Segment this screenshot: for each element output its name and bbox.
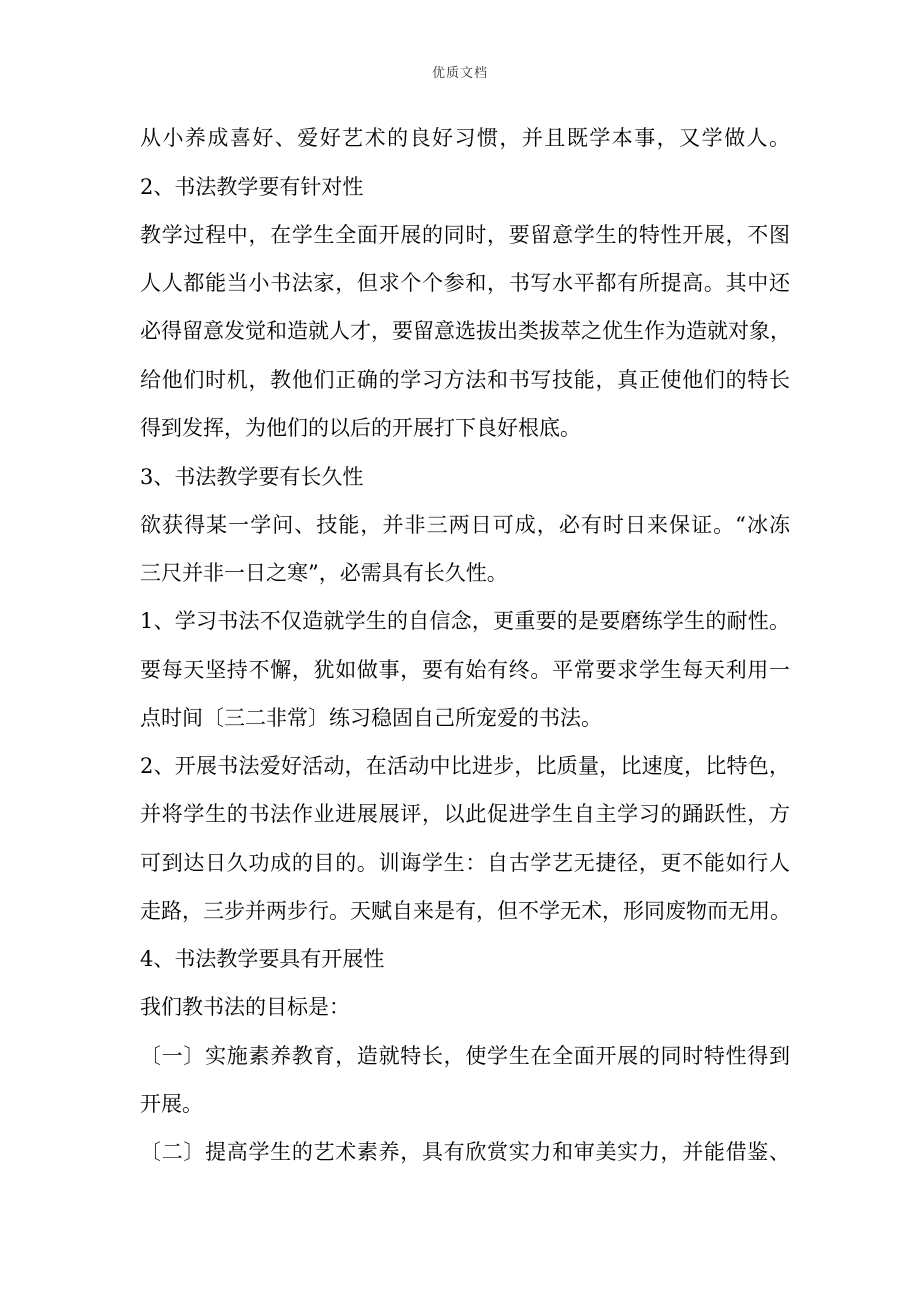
section-heading: 4、书法教学要具有开展性 <box>140 947 385 971</box>
section-heading: 2、书法教学要有针对性 <box>140 175 364 199</box>
paragraph-line: 三尺并非一日之寒”，必需具有长久性。 <box>140 561 508 585</box>
paragraph-line: 开展。 <box>140 1092 203 1116</box>
paragraph-line: 〔一〕实施素养教育，造就特长，使学生在全面开展的同时特性得到 <box>140 1044 790 1068</box>
paragraph-line: 2、开展书法爱好活动，在活动中比进步，比质量，比速度，比特色， <box>140 754 790 778</box>
paragraph-line: 必得留意发觉和造就人才，要留意选拔出类拔萃之优生作为造就对象， <box>140 319 791 343</box>
paragraph-line: 〔二〕提高学生的艺术素养，具有欣赏实力和审美实力，并能借鉴、 <box>140 1140 790 1164</box>
section-heading: 3、书法教学要有长久性 <box>140 465 364 489</box>
paragraph-line: 点时间〔三二非常〕练习稳固自己所宠爱的书法。 <box>140 706 602 730</box>
paragraph-line: 并将学生的书法作业进展展评，以此促进学生自主学习的踊跃性，方 <box>140 802 790 826</box>
paragraph-line: 欲获得某一学问、技能，并非三两日可成，必有时日来保证。“冰冻 <box>140 513 790 537</box>
paragraph-line: 人人都能当小书法家，但求个个参和，书写水平都有所提高。其中还 <box>140 271 790 295</box>
paragraph-line: 教学过程中，在学生全面开展的同时，要留意学生的特性开展，不图 <box>140 223 790 247</box>
paragraph-line: 从小养成喜好、爱好艺术的良好习惯，并且既学本事，又学做人。 <box>140 126 790 150</box>
paragraph-line: 得到发挥，为他们的以后的开展打下良好根底。 <box>140 416 581 440</box>
paragraph-line: 可到达日久功成的目的。训诲学生：自古学艺无捷径，更不能如行人 <box>140 851 790 875</box>
paragraph-line: 走路，三步并两步行。天赋自来是有，但不学无术，形同废物而无用。 <box>140 899 791 923</box>
paragraph-line: 给他们时机，教他们正确的学习方法和书写技能，真正使他们的特长 <box>140 368 790 392</box>
paragraph-line: 我们教书法的目标是： <box>140 995 350 1019</box>
paragraph-line: 要每天坚持不懈，犹如做事，要有始有终。平常要求学生每天利用一 <box>140 658 790 682</box>
paragraph-line: 1、学习书法不仅造就学生的自信念，更重要的是要磨练学生的耐性。 <box>140 609 790 633</box>
page-header: 优质文档 <box>431 66 488 81</box>
